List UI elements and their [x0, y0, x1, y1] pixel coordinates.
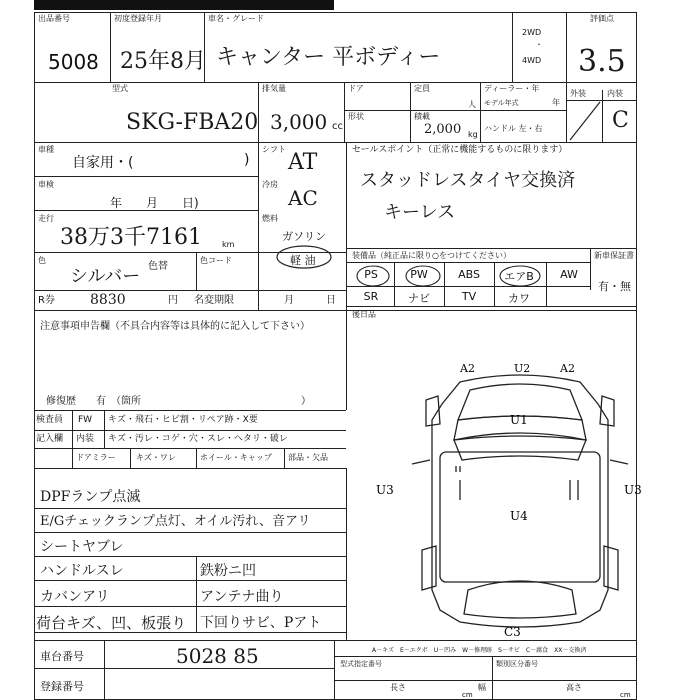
ac-value: AC: [288, 186, 318, 210]
model-name-value: キャンター 平ボディー: [216, 45, 441, 70]
equip-tv: TV: [461, 290, 477, 303]
repair-label: 修復歴 有 （箇所 ）: [46, 396, 311, 407]
model-year-label: モデル年式: [484, 99, 519, 107]
drive-4wd: 4WD: [522, 56, 542, 65]
capacity-unit: 人: [468, 100, 476, 109]
form-class-label: 類別区分番号: [496, 660, 538, 668]
color-label: 色: [38, 256, 46, 265]
chassis-label: 車台番号: [40, 650, 84, 663]
equip-airbag: エアB: [504, 270, 534, 283]
capacity-label: 定員: [414, 84, 430, 93]
form-height-label: 高さ: [566, 683, 582, 692]
name-change-label: 名変期限: [194, 295, 234, 306]
inspection-label: 車検: [38, 180, 54, 189]
diagram-mark-u3-left: U3: [376, 483, 394, 497]
exterior-label: 外装: [570, 89, 586, 98]
remark-5: カバンアリ: [40, 589, 110, 605]
chassis-value: 5028 85: [176, 644, 259, 668]
recycle-label: R券: [38, 295, 55, 306]
model-code-label: 型式: [112, 84, 128, 93]
displacement-label: 排気量: [262, 84, 286, 93]
fuel-label: 燃料: [262, 214, 278, 223]
form-length-unit: cm: [462, 691, 473, 699]
form-length-label: 長さ: [390, 683, 406, 692]
vehicle-type-value: 自家用・(: [72, 155, 134, 171]
sales-point-line2: キーレス: [384, 202, 456, 223]
fuel-value: ガソリン: [282, 230, 326, 243]
color-value: シルバー: [70, 266, 141, 287]
score-label: 評価点: [590, 14, 614, 23]
diagram-mark-u2: U2: [514, 362, 531, 375]
mileage-value: 38万3千7161: [60, 225, 202, 250]
equip-circles: [356, 262, 546, 288]
inspector-mirror-text: キズ・ワレ: [136, 453, 176, 462]
shift-value: AT: [288, 150, 318, 175]
form-type-label: 型式指定番号: [340, 660, 382, 668]
sales-point-line1: スタッドレスタイヤ交換済: [360, 170, 576, 191]
diagram-mark-c3: C3: [504, 625, 521, 639]
recycle-value: 8830: [90, 292, 126, 308]
reg-date-label: 初度登録年月: [114, 14, 162, 23]
form-width-label: 幅: [478, 683, 486, 692]
month-label: 月: [284, 295, 294, 306]
inspector-parts: 部品・欠品: [288, 453, 328, 462]
exterior-strike: [566, 100, 602, 142]
inspector-interior-text: キズ・汚レ・コゲ・穴・スレ・ヘタリ・破レ: [108, 434, 288, 444]
load-unit: kg: [468, 130, 478, 139]
inspector-wheel: ホイール・キャップ: [200, 453, 272, 462]
remark-4: ハンドルスレ: [40, 563, 124, 579]
color-change-label: 色替: [148, 261, 168, 272]
shape-label: 形状: [348, 112, 364, 121]
diagram-mark-a2-right: A2: [560, 362, 575, 375]
equip-navi: ナビ: [408, 292, 430, 305]
vehicle-damage-diagram: [376, 360, 642, 640]
diagram-mark-a2-left: A2: [460, 362, 475, 375]
remark-6: 荷台キズ、凹、板張り: [36, 614, 187, 632]
remark-2: E/Gチェックランプ点灯、オイル汚れ、音アリ: [40, 514, 311, 529]
door-label: ドア: [348, 84, 364, 93]
ac-label: 冷房: [262, 180, 278, 189]
inspection-value: 年 月 日): [110, 196, 199, 210]
equip-leather: カワ: [508, 292, 530, 305]
mileage-label: 走行: [38, 214, 54, 223]
reg-number-label: 登録番号: [40, 680, 84, 693]
inspector-mirror: ドアミラー: [76, 453, 116, 462]
dealer-label: ディーラー・年: [484, 84, 540, 93]
sales-point-label: セールスポイント（正常に機能するものに限ります）: [352, 145, 568, 155]
model-name-label: 車名・グレード: [208, 14, 264, 23]
inspector-label-1: 検査員: [36, 415, 64, 425]
remark-3: シートヤブレ: [40, 539, 124, 555]
diagram-mark-u4: U4: [510, 509, 528, 523]
inspector-label-2: 記入欄: [36, 434, 64, 444]
vehicle-type-close: ): [244, 152, 250, 168]
title-bar: [34, 0, 334, 10]
load-label: 積載: [414, 112, 430, 121]
equip-aw: AW: [560, 268, 578, 281]
warranty-value: 有・無: [598, 280, 631, 293]
equipment-label: 装備品（純正品に限り○をつけてください）: [352, 251, 511, 260]
form-height-unit: cm: [620, 691, 631, 699]
equip-pw: PW: [410, 268, 428, 281]
lot-number: 5008: [48, 50, 99, 74]
diagram-mark-u3-right: U3: [624, 483, 642, 497]
handle-label: ハンドル 左・右: [484, 124, 543, 133]
inspector-interior: 内装: [76, 434, 95, 444]
day-label: 日: [326, 295, 336, 306]
remark-right-2: アンテナ曲り: [200, 589, 284, 605]
remark-1: DPFランプ点滅: [40, 489, 141, 505]
diagram-mark-u1: U1: [510, 413, 528, 427]
remark-right-3: 下回りサビ、Pアト: [200, 615, 322, 631]
recycle-unit: 円: [168, 295, 178, 306]
interior-label: 内装: [607, 89, 623, 98]
reg-date-value: 25年8月: [120, 49, 206, 74]
shift-label: シフト: [262, 145, 286, 154]
displacement-value: 3,000: [270, 110, 328, 134]
later-label: 後日品: [352, 310, 376, 319]
fuel-circle: [274, 244, 334, 270]
inspector-fw-text: キズ・飛石・ヒビ割・リペア跡・X要: [108, 415, 258, 425]
fuel-option: 軽 油: [290, 254, 316, 267]
load-value: 2,000: [424, 122, 462, 137]
score-value: 3.5: [578, 44, 626, 79]
vehicle-type-label: 車種: [38, 145, 54, 154]
remark-right-1: 鉄粉ニ凹: [200, 563, 256, 579]
lot-label: 出品番号: [38, 14, 70, 23]
warranty-label: 新車保証書: [594, 251, 634, 260]
mileage-unit: km: [222, 240, 235, 249]
displacement-unit: cc: [332, 121, 343, 132]
damage-legend: A－キズ E－エクボ U－凹み W－修理跡 S－サビ C－腐食 XX－交換済: [372, 647, 587, 654]
inspector-fw: FW: [78, 415, 93, 425]
interior-grade: C: [612, 108, 629, 133]
equip-ps: PS: [364, 268, 378, 281]
year-unit: 年: [552, 98, 560, 107]
notes-label: 注意事項申告欄（不具合内容等は具体的に記入して下さい）: [40, 321, 310, 332]
equip-abs: ABS: [458, 268, 480, 281]
model-code-value: SKG-FBA20: [126, 110, 259, 135]
drive-2wd: 2WD: [522, 28, 542, 37]
equip-sr: SR: [363, 290, 379, 303]
color-code-label: 色コード: [200, 256, 232, 265]
drive-separator: ・: [535, 40, 543, 49]
